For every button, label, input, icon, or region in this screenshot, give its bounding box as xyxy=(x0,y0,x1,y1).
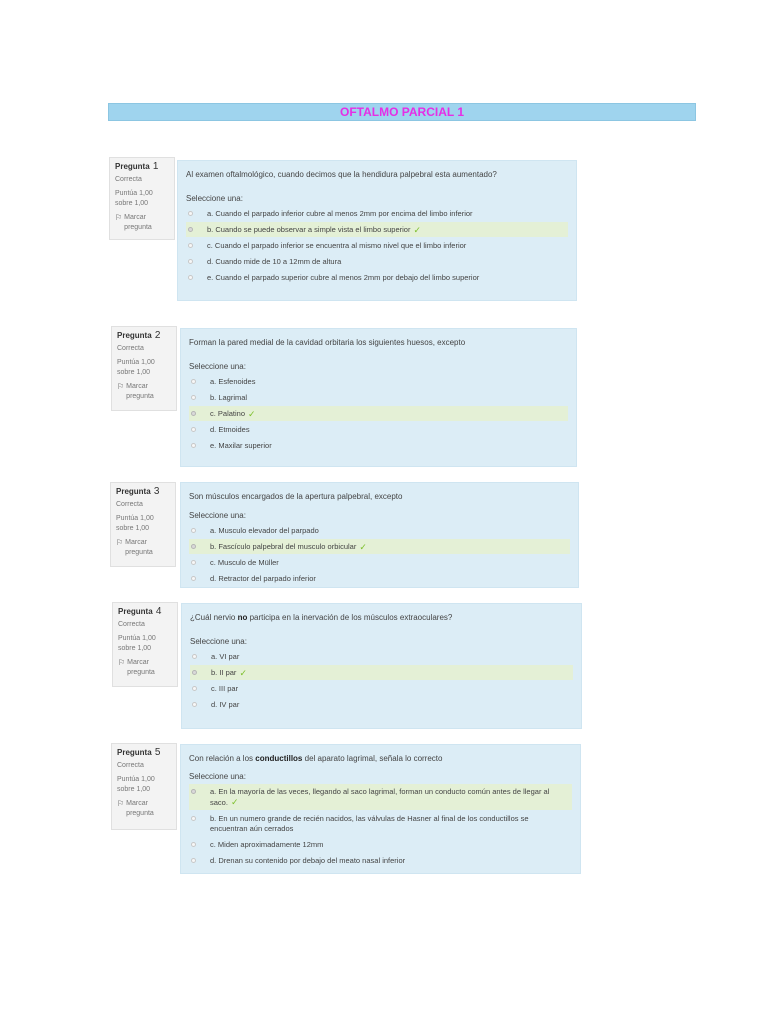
question-content xyxy=(180,482,579,588)
select-prompt: Seleccione una: xyxy=(189,511,246,520)
answer-option-selected[interactable]: c. Palatino ✓ xyxy=(189,406,568,421)
answer-option[interactable]: a. Esfenoides xyxy=(189,374,568,389)
answer-option-selected[interactable]: a. En la mayoría de las veces, llegando al saco lagrimal, forman un conducto común antes de llegar al saco. ✓ xyxy=(189,784,572,810)
answer-option[interactable]: c. Cuando el parpado inferior se encuentra al mismo nivel que el limbo inferior xyxy=(186,238,568,253)
question-number: 5 xyxy=(154,747,161,758)
score-text: Puntúa 1,00 sobre 1,00 xyxy=(118,635,156,652)
flag-label: Marcar pregunta xyxy=(126,383,154,400)
answer-option[interactable]: d. Cuando mide de 10 a 12mm de altura xyxy=(186,254,568,269)
radio-button[interactable] xyxy=(192,702,197,707)
flag-question-button[interactable] xyxy=(117,382,171,402)
radio-button[interactable] xyxy=(191,560,196,565)
answer-option[interactable]: b. En un numero grande de recién nacidos, las válvulas de Hasner al final de los conductillos se encuentran aún cerrados xyxy=(189,811,572,836)
radio-button[interactable] xyxy=(192,654,197,659)
radio-button[interactable] xyxy=(191,395,196,400)
radio-button[interactable] xyxy=(191,816,196,821)
answer-option[interactable]: a. VI par xyxy=(190,649,573,664)
question-number: 3 xyxy=(153,486,160,497)
answer-option-selected[interactable]: b. Fascículo palpebral del musculo orbicular ✓ xyxy=(189,539,570,554)
answer-option[interactable]: c. Miden aproximadamente 12mm xyxy=(189,837,572,852)
radio-button[interactable] xyxy=(191,443,196,448)
flag-question-button[interactable] xyxy=(116,538,170,558)
question-info: Pregunta 2 Correcta Puntúa 1,00 sobre 1,00 ⚐ Marcar pregunta xyxy=(111,326,177,411)
radio-button[interactable] xyxy=(188,243,193,248)
flag-label: Marcar pregunta xyxy=(126,800,154,817)
flag-icon: ⚐ xyxy=(117,799,125,808)
select-prompt: Seleccione una: xyxy=(190,637,247,646)
answer-option[interactable]: c. Musculo de Müller xyxy=(189,555,570,570)
radio-button[interactable] xyxy=(188,211,193,216)
status-text: Correcta xyxy=(117,762,144,769)
select-prompt: Seleccione una: xyxy=(189,362,246,371)
question-text: Son músculos encargados de la apertura palpebral, excepto xyxy=(189,492,403,501)
radio-button[interactable] xyxy=(191,411,196,416)
check-icon: ✓ xyxy=(230,797,239,807)
answer-option-selected[interactable]: b. II par ✓ xyxy=(190,665,573,680)
answer-option[interactable]: e. Maxilar superior xyxy=(189,438,568,453)
radio-button[interactable] xyxy=(191,528,196,533)
flag-icon: ⚐ xyxy=(117,382,125,391)
answer-option[interactable]: d. Drenan su contenido por debajo del meato nasal inferior xyxy=(189,853,572,868)
flag-question-button[interactable] xyxy=(115,213,169,233)
score-text: Puntúa 1,00 sobre 1,00 xyxy=(115,190,153,207)
question-info: Pregunta 5 Correcta Puntúa 1,00 sobre 1,00 ⚐ Marcar pregunta xyxy=(111,743,177,830)
check-icon: ✓ xyxy=(248,409,256,419)
select-prompt: Seleccione una: xyxy=(189,772,246,781)
question-number: 4 xyxy=(155,606,162,617)
question-content xyxy=(180,328,577,467)
select-prompt: Seleccione una: xyxy=(186,194,243,203)
question-text: ¿Cuál nervio no participa en la inervación de los músculos extraoculares? xyxy=(190,613,453,622)
radio-button[interactable] xyxy=(191,544,196,549)
score-text: Puntúa 1,00 sobre 1,00 xyxy=(117,776,155,793)
status-text: Correcta xyxy=(118,621,145,628)
question-text: Forman la pared medial de la cavidad orbitaria los siguientes huesos, excepto xyxy=(189,338,466,347)
radio-button[interactable] xyxy=(192,670,197,675)
question-info: Pregunta 4 Correcta Puntúa 1,00 sobre 1,00 ⚐ Marcar pregunta xyxy=(112,602,178,687)
score-text: Puntúa 1,00 sobre 1,00 xyxy=(116,515,154,532)
check-icon: ✓ xyxy=(359,542,367,552)
answer-option[interactable]: d. Etmoides xyxy=(189,422,568,437)
question-text: Con relación a los conductillos del aparato lagrimal, señala lo correcto xyxy=(189,754,443,763)
radio-button[interactable] xyxy=(191,789,196,794)
answer-option[interactable]: e. Cuando el parpado superior cubre al menos 2mm por debajo del limbo superior xyxy=(186,270,568,285)
answer-option[interactable]: a. Cuando el parpado inferior cubre al menos 2mm por encima del limbo inferior xyxy=(186,206,568,221)
question-number: 2 xyxy=(154,330,161,341)
check-icon: ✓ xyxy=(239,668,247,678)
radio-button[interactable] xyxy=(191,858,196,863)
flag-label: Marcar pregunta xyxy=(125,539,153,556)
score-text: Puntúa 1,00 sobre 1,00 xyxy=(117,359,155,376)
status-text: Correcta xyxy=(117,345,144,352)
radio-button[interactable] xyxy=(188,275,193,280)
answer-option[interactable]: c. III par xyxy=(190,681,573,696)
question-info: Pregunta 3 Correcta Puntúa 1,00 sobre 1,00 ⚐ Marcar pregunta xyxy=(110,482,176,567)
question-info: Pregunta 1 Correcta Puntúa 1,00 sobre 1,00 ⚐ Marcar pregunta xyxy=(109,157,175,240)
answer-option[interactable]: a. Musculo elevador del parpado xyxy=(189,523,570,538)
answer-option-selected[interactable]: b. Cuando se puede observar a simple vista el limbo superior ✓ xyxy=(186,222,568,237)
flag-question-button[interactable] xyxy=(117,799,171,819)
question-content xyxy=(181,603,582,729)
page-title: OFTALMO PARCIAL 1 xyxy=(108,103,696,121)
flag-question-button[interactable] xyxy=(118,658,172,678)
radio-button[interactable] xyxy=(191,576,196,581)
question-content xyxy=(177,160,577,301)
answer-option[interactable]: d. Retractor del parpado inferior xyxy=(189,571,570,586)
question-number: 1 xyxy=(152,161,159,172)
radio-button[interactable] xyxy=(188,227,193,232)
flag-icon: ⚐ xyxy=(118,658,126,667)
flag-label: Marcar pregunta xyxy=(127,659,155,676)
status-text: Correcta xyxy=(115,176,142,183)
question-content xyxy=(180,744,581,874)
question-text: Al examen oftalmológico, cuando decimos que la hendidura palpebral esta aumentado? xyxy=(186,170,497,179)
status-text: Correcta xyxy=(116,501,143,508)
radio-button[interactable] xyxy=(191,427,196,432)
flag-icon: ⚐ xyxy=(116,538,124,547)
flag-icon: ⚐ xyxy=(115,213,123,222)
flag-label: Marcar pregunta xyxy=(124,214,152,231)
radio-button[interactable] xyxy=(192,686,197,691)
radio-button[interactable] xyxy=(188,259,193,264)
check-icon: ✓ xyxy=(413,225,421,235)
answer-option[interactable]: b. Lagrimal xyxy=(189,390,568,405)
radio-button[interactable] xyxy=(191,842,196,847)
radio-button[interactable] xyxy=(191,379,196,384)
answer-option[interactable]: d. IV par xyxy=(190,697,573,712)
